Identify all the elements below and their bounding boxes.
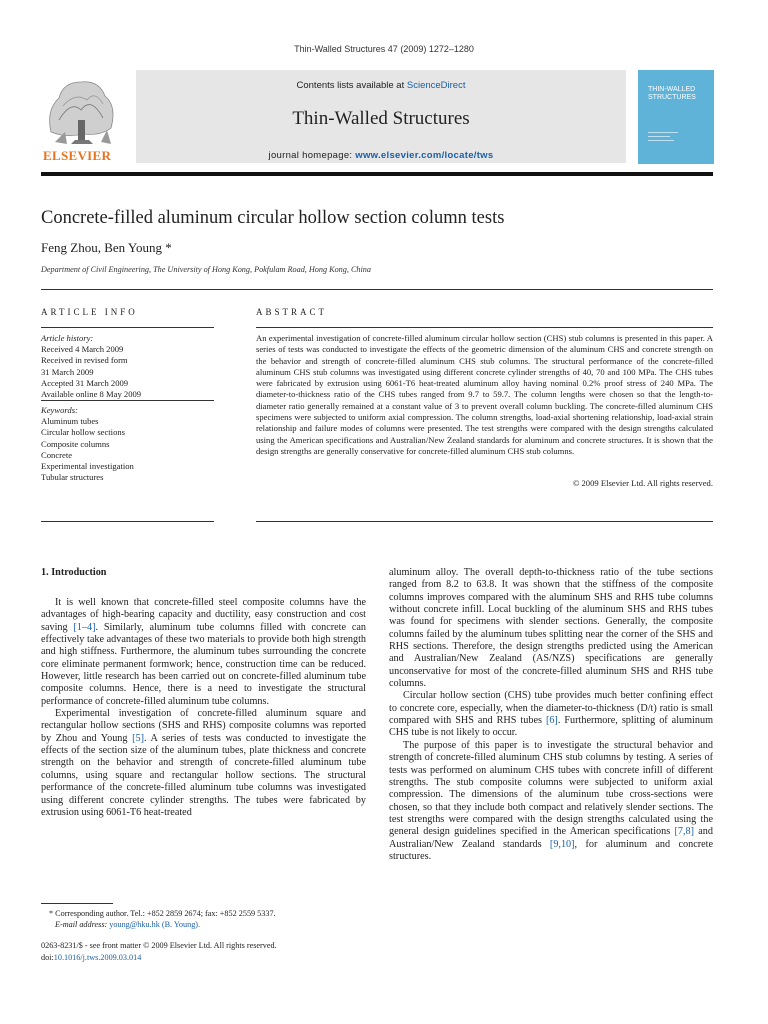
cover-rule [648,140,674,141]
cover-rule [648,136,670,137]
article-info-heading: ARTICLE INFO [41,307,138,317]
section-divider [41,289,713,290]
abstract-divider [256,327,713,328]
paragraph: aluminum alloy. The overall depth-to-thickness ratio of the tube sections ranged from 8.2 to 63.8. It was shown that the stiffness of the composite columns improves compared with the aluminum SHS and RHS tube columns without concrete infill. Local buckling of the aluminum SHS and RHS tubes was found for specimens with slender sections. Generally, the composite columns failed by the aluminum tubes splitting near the corner of the SHS and RHS sections. Therefore, the design strengths predicted using the American and Australian/New Zealand (AS/NZS) specifications are generally unconservative for most of the concrete-filled aluminum SHS and RHS tube columns. [389,567,713,690]
citation-link[interactable]: [6] [545,715,558,727]
paragraph-text: Experimental investigation of concrete-filled aluminum square and rectangular hollow sections (SHS and RHS) composite columns was reported by Zhou and Young [41,708,366,744]
email-label: E-mail address: [55,920,110,929]
paragraph-text: . Similarly, aluminum tube columns filled with concrete can effectively take advantages of these two materials to provide both high strength and high stiffness. Furthermore, the aluminum tubes surrounding the concrete core eliminate permanent formwork; hence, construction time can be reduced. However, little research has been carried out on concrete-filled aluminum tube composite columns. Hence, there is a need to investigate the structural performance of concrete-filled aluminum tube columns. [41,621,366,707]
history-item: Available online 8 May 2009 [41,389,142,400]
footnote-line: * Corresponding author. Tel.: +852 2859 2674; fax: +852 2559 5337. [49,909,276,918]
citation-link[interactable]: [7,8] [674,826,694,838]
contents-line [136,80,626,91]
journal-info-box [136,70,626,163]
author-affiliation: Department of Civil Engineering, The University of Hong Kong, Pokfulam Road, Hong Kong, China [41,265,371,274]
paragraph-text: . A series of tests was conducted to investigate the effects of the section size of the aluminum tubes, plate thickness and concrete strength on the behavior and strength of concrete-filled aluminum tube columns, using square and rectangular hollow sections. The structural performance of the concrete-filled aluminum tube columns was investigated using different concrete cylinder strengths. The tubes were fabricated by extrusion using 6061-T6 heat-treated [41,732,366,818]
keywords-block [41,405,214,483]
history-item: 31 March 2009 [41,366,94,377]
paragraph-text: The purpose of this paper is to investigate the structural behavior and strength of concrete-filled aluminum CHS stub columns by testing. A series of tests was performed on aluminum CHS tubes with concrete infill of different strengths. The stub composite columns were subjected to uniform axial compression. The dimensions of the aluminum tube cross-sections were chosen, so that they include both compact and relatively slender sections. The test strengths were compared with the design strengths calculated using the general design guidelines specified in the American specifications [389,739,713,838]
journal-cover-thumbnail [638,70,714,164]
citation-link[interactable]: [9,10] [549,838,575,850]
keyword: Concrete [41,449,73,460]
history-item: Accepted 31 March 2009 [41,377,129,388]
citation-link[interactable]: [1–4] [73,621,96,633]
info-divider [41,327,214,328]
contents-label: Contents lists available at [296,80,407,91]
elsevier-logo [41,70,123,165]
info-divider [41,400,214,401]
homepage-line [136,150,626,161]
cover-title-line1: THIN-WALLED [648,86,696,93]
keyword: Aluminum tubes [41,416,99,427]
journal-title: Thin-Walled Structures [292,108,470,129]
paragraph-text: and Australian/New Zealand standards [389,826,713,850]
paragraph-text: , for aluminum and concrete structures. [389,838,713,862]
paragraph [389,740,713,863]
homepage-link[interactable]: www.elsevier.com/locate/tws [355,150,494,161]
info-divider [41,521,214,522]
keywords-label: Keywords: [41,405,78,415]
doi-line [41,952,277,964]
cover-title [648,86,696,102]
issn-line: 0263-8231/$ - see front matter © 2009 Elsevier Ltd. All rights reserved. [41,941,277,950]
cover-rule [648,132,678,133]
cover-title-line2: STRUCTURES [648,94,696,101]
keyword: Experimental investigation [41,461,134,472]
footnote-email [41,919,381,930]
footnote-divider [41,903,113,904]
article-authors: Feng Zhou, Ben Young * [41,240,172,255]
homepage-label: journal homepage: [268,150,356,161]
paragraph-text: . Furthermore, splitting of aluminum CHS tube is not likely to occur. [389,715,713,739]
body-column-left [41,597,366,819]
section-heading: 1. Introduction [41,567,107,578]
doi-label: doi: [41,952,54,962]
abstract-heading: ABSTRACT [256,307,328,317]
keyword: Circular hollow sections [41,427,126,438]
sciencedirect-link[interactable]: ScienceDirect [406,80,466,91]
history-item: Received 4 March 2009 [41,344,124,355]
history-item: Received in revised form [41,355,128,366]
article-history [41,333,214,400]
paragraph-text: It is well known that concrete-filled steel composite columns have the advantages of high-bearing capacity and ductility, easy construction and cost saving [41,597,366,633]
publication-info [41,940,277,963]
paragraph [41,708,366,819]
keyword: Tubular structures [41,472,104,483]
publisher-wordmark: ELSEVIER [43,148,112,163]
doi-link[interactable]: 10.1016/j.tws.2009.03.014 [53,952,142,962]
citation-link[interactable]: [5] [132,732,144,744]
abstract-copyright: © 2009 Elsevier Ltd. All rights reserved. [572,478,713,488]
abstract-divider [256,521,713,522]
email-link[interactable]: young@hku.hk (B. Young). [109,920,201,929]
article-title: Concrete-filled aluminum circular hollow section column tests [41,208,505,228]
history-label: Article history: [41,333,94,343]
paragraph [41,597,366,708]
paragraph-text: Circular hollow section (CHS) tube provides much better confining effect to concrete core, especially, when the diameter-to-thickness (D/t) ratio is small compared with SHS and RHS tubes [389,690,713,727]
header-rule [41,172,713,176]
body-column-right [389,567,713,863]
corresponding-author-footnote [41,908,381,930]
journal-reference: Thin-Walled Structures 47 (2009) 1272–1280 [294,44,474,54]
paragraph [389,690,713,739]
keyword: Composite columns [41,438,110,449]
journal-banner [41,70,713,165]
abstract-text: An experimental investigation of concrete-filled aluminum circular hollow section (CHS) stub columns is presented in this paper. A series of tests was conducted to investigate the effects of the geometric dimension of the aluminum CHS and concrete strength on the behavior and strength of concrete-filled aluminum CHS stub columns. The structural performance of the concrete-filled aluminum CHS stub columns was investigated using different concrete cylinder strengths of 40, 70 and 100 MPa. The CHS tubes were fabricated by extrusion using 6061-T6 heat-treated aluminum alloy having nominal 0.2% proof stress of 240 MPa. The diameter-to-thickness ratio of the CHS tubes ranged from 9.7 to 59.7. The column lengths were chosen so that the length-to-diameter ratio generally remained at a constant value of 3 to prevent overall column buckling. The concrete-filled aluminum CHS specimens were subjected to uniform axial compression. The column strengths, load-axial shortening relationship, load-axial strain relationship and failure modes of columns were presented. The test strengths were compared with the design strengths calculated using the American specifications and Australian/New Zealand standards for aluminum and concrete structures. It is shown that the design strengths are generally conservative for concrete-filled aluminum CHS stub columns. [256,333,713,456]
